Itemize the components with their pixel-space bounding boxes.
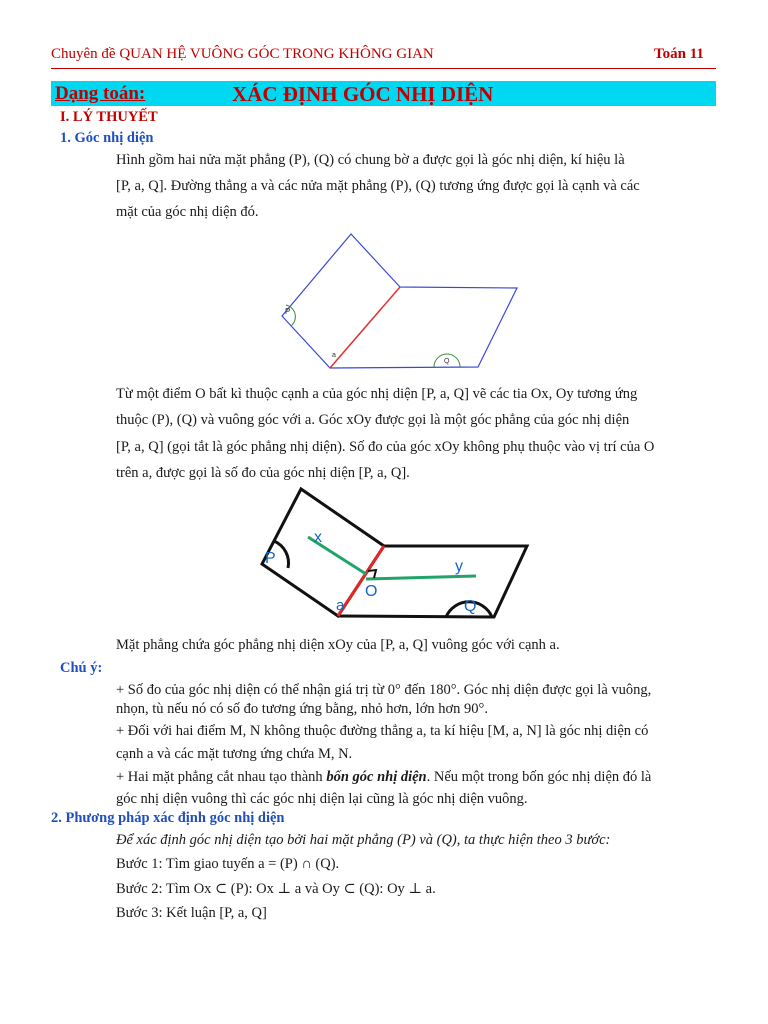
note-heading: Chú ý: [60,660,103,676]
figure2-label-p: P [265,550,276,567]
figure1-label-q: Q [444,358,450,365]
figure2-label-o: O [365,583,378,600]
figure2-right-angle-mark [368,570,376,578]
para2-line4: trên a, được gọi là số đo của góc nhị diện [P, a, Q]. [116,465,410,481]
para1-line1: Hình gồm hai nửa mặt phẳng (P), (Q) có chung bờ a được gọi là góc nhị diện, kí hiệu là [116,152,625,168]
para1-line2: [P, a, Q]. Đường thẳng a và các nửa mặt phẳng (P), (Q) tương ứng được gọi là cạnh và các [116,178,640,194]
subheading-dihedral: 1. Góc nhị diện [60,130,154,146]
figure2-label-a: a [336,597,345,614]
note-line1: + Số đo của góc nhị diện có thể nhận giá trị từ 0° đến 180°. Góc nhị diện được gọi là vuông, [116,682,652,698]
para3: Mặt phẳng chứa góc phẳng nhị diện xOy của [P, a, Q] vuông góc với cạnh a. [116,637,560,653]
band-label: Dạng toán: [55,83,146,104]
method-step1: Bước 1: Tìm giao tuyến a = (P) ∩ (Q). [116,856,340,872]
figure-dihedral-outline [270,232,530,372]
note-line5-end: . Nếu một trong bốn góc nhị diện đó là [426,769,652,785]
figure1-label-a: a [332,352,336,359]
figure1-planes [282,234,517,368]
page-title: XÁC ĐỊNH GÓC NHỊ DIỆN [232,82,494,106]
method-step3: Bước 3: Kết luận [P, a, Q] [116,905,267,921]
method-intro: Để xác định góc nhị diện tạo bởi hai mặt phẳng (P) và (Q), ta thực hiện theo 3 bước: [116,832,611,848]
note-line3: + Đối với hai điểm M, N không thuộc đường thẳng a, ta kí hiệu [M, a, N] là góc nhị diện có [116,723,649,739]
note-line4: cạnh a và các mặt tương ứng chứa M, N. [116,746,353,762]
para1-line3: mặt của góc nhị diện đó. [116,204,259,220]
figure2-ray-oy [366,576,476,579]
figure1-edge-a [330,287,400,368]
para2-line2: thuộc (P), (Q) và vuông góc với a. Góc xOy được gọi là một góc phẳng của góc nhị diện [116,412,630,428]
figure1-label-p: P [285,307,291,316]
figure2-angle-p [274,541,289,568]
header-divider [51,68,716,69]
figure2-plane-q [338,546,527,617]
note-line5-start: + Hai mặt phẳng cắt nhau tạo thành [116,769,327,785]
header-grade: Toán 11 [654,46,704,62]
subheading-method: 2. Phương pháp xác định góc nhị diện [51,810,285,826]
figure2-label-q: Q [464,598,477,615]
section-heading-theory: I. LÝ THUYẾT [60,109,158,125]
figure2-edge-a [338,546,384,616]
para2-line3: [P, a, Q] (gọi tắt là góc phẳng nhị diện). Số đo của góc xOy không phụ thuộc vào vị trí của O [116,439,655,455]
note-line5-emphasis: bốn góc nhị diện [326,769,427,785]
note-line6: góc nhị diện vuông thì các góc nhị diện lại cũng là góc nhị diện vuông. [116,791,528,807]
figure2-label-y: y [455,558,463,575]
header-topic: Chuyên đề QUAN HỆ VUÔNG GÓC TRONG KHÔNG GIAN [51,46,434,62]
method-step2: Bước 2: Tìm Ox ⊂ (P): Ox ⊥ a và Oy ⊂ (Q): Oy ⊥ a. [116,881,436,897]
para2-line1: Từ một điểm O bất kì thuộc cạnh a của góc nhị diện [P, a, Q] vẽ các tia Ox, Oy tương ứng [116,386,638,402]
figure2-label-x: x [314,529,322,546]
figure-dihedral-plane-angle [256,485,536,625]
note-line2: nhọn, tù nếu nó có số đo tương ứng bằng, nhỏ hơn, lớn hơn 90°. [116,701,488,717]
note-line5 [116,769,651,786]
